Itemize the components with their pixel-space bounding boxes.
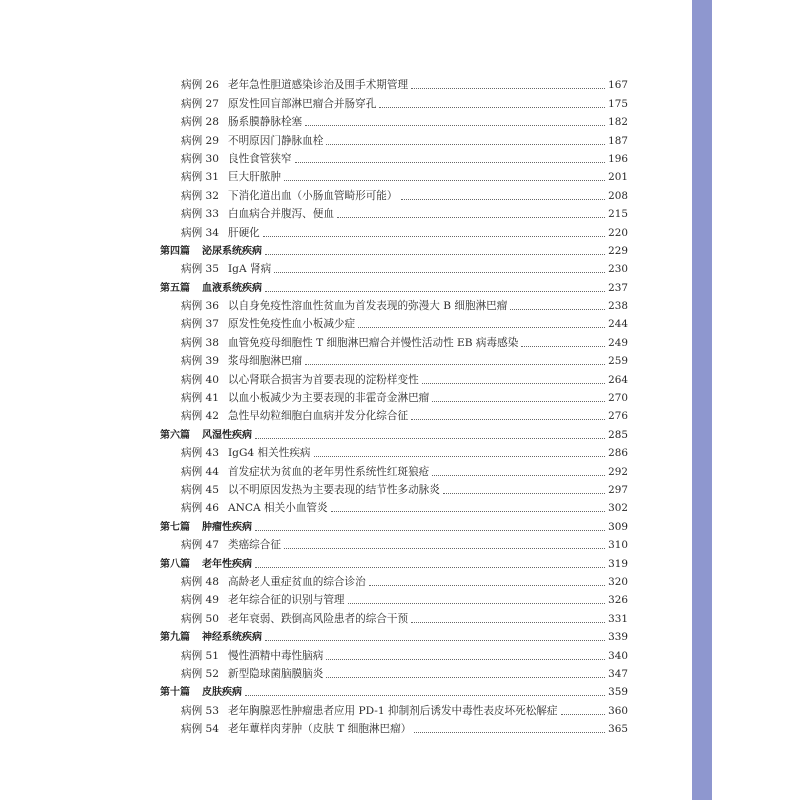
toc-page-number: 326 (608, 594, 628, 607)
toc-entry-title: 原发性免疫性血小板减少症 (228, 318, 356, 331)
toc-entry-number: 第四篇 (160, 245, 190, 257)
toc-entry-number: 病例 40 (181, 373, 220, 386)
toc-case-entry[interactable] (160, 129, 628, 147)
toc-case-entry[interactable] (160, 148, 628, 166)
toc-entry-number: 病例 54 (181, 723, 220, 736)
toc-entry-number: 病例 50 (181, 612, 220, 625)
toc-part-heading[interactable] (160, 276, 628, 294)
dot-leader (255, 530, 605, 531)
toc-entry-title: 老年蕈样肉芽肿（皮肤 T 细胞淋巴瘤） (228, 723, 412, 736)
toc-entry-number: 病例 31 (181, 171, 220, 184)
dot-leader (337, 217, 605, 218)
toc-case-entry[interactable] (160, 589, 628, 607)
toc-entry-number: 病例 27 (181, 97, 220, 110)
toc-page-number: 310 (608, 539, 628, 552)
toc-entry-title: 血管免疫母细胞性 T 细胞淋巴瘤合并慢性活动性 EB 病毒感染 (228, 336, 519, 349)
toc-page-number: 297 (608, 483, 628, 496)
dot-leader (401, 199, 606, 200)
toc-entry-title: 不明原因门静脉血栓 (228, 134, 324, 147)
toc-part-heading[interactable] (160, 515, 628, 533)
toc-entry-number: 第十篇 (160, 687, 190, 699)
dot-leader (326, 677, 605, 678)
toc-entry-title: 原发性回盲部淋巴瘤合并肠穿孔 (228, 97, 377, 110)
toc-case-entry[interactable] (160, 387, 628, 405)
toc-case-entry[interactable] (160, 221, 628, 239)
toc-entry-number: 病例 36 (181, 300, 220, 313)
toc-case-entry[interactable] (160, 313, 628, 331)
toc-entry-title: IgA 肾病 (228, 263, 272, 276)
toc-part-heading[interactable] (160, 240, 628, 258)
toc-page-number: 319 (608, 557, 628, 570)
dot-leader (358, 327, 605, 328)
toc-entry-title: 以心肾联合损害为首要表现的淀粉样变性 (228, 373, 419, 386)
toc-case-entry[interactable] (160, 203, 628, 221)
toc-case-entry[interactable] (160, 460, 628, 478)
toc-page-number: 365 (608, 723, 628, 736)
toc-entry-number: 病例 52 (181, 667, 220, 680)
toc-case-entry[interactable] (160, 350, 628, 368)
toc-page-number: 340 (608, 649, 628, 662)
toc-case-entry[interactable] (160, 258, 628, 276)
toc-page-number: 244 (608, 318, 628, 331)
toc-page-number: 237 (608, 281, 628, 294)
dot-leader (411, 419, 605, 420)
toc-part-heading[interactable] (160, 423, 628, 441)
toc-entry-title: 老年综合征的识别与管理 (228, 594, 345, 607)
toc-entry-number: 病例 46 (181, 502, 220, 515)
toc-case-entry[interactable] (160, 442, 628, 460)
toc-page-number: 276 (608, 410, 628, 423)
dot-leader (255, 567, 605, 568)
toc-entry-number: 病例 37 (181, 318, 220, 331)
toc-entry-title: 以血小板减少为主要表现的非霍奇金淋巴瘤 (228, 392, 430, 405)
toc-page-number: 187 (608, 134, 628, 147)
dot-leader (274, 272, 605, 273)
toc-case-entry[interactable] (160, 295, 628, 313)
dot-leader (263, 236, 605, 237)
toc-entry-number: 病例 34 (181, 226, 220, 239)
toc-entry-title: 下消化道出血（小肠血管畸形可能） (228, 189, 398, 202)
toc-case-entry[interactable] (160, 74, 628, 92)
toc-entry-title: IgG4 相关性疾病 (228, 447, 311, 460)
toc-part-heading[interactable] (160, 552, 628, 570)
dot-leader (295, 162, 606, 163)
toc-entry-number: 病例 49 (181, 594, 220, 607)
toc-entry-number: 病例 28 (181, 116, 220, 129)
dot-leader (265, 291, 605, 292)
toc-page-number: 220 (608, 226, 628, 239)
toc-entry-number: 病例 33 (181, 208, 220, 221)
toc-entry-title: 以不明原因发热为主要表现的结节性多动脉炎 (228, 483, 440, 496)
toc-page-number: 359 (608, 686, 628, 699)
toc-entry-title: 肿瘤性疾病 (202, 521, 252, 533)
toc-entry-number: 病例 53 (181, 704, 220, 717)
toc-case-entry[interactable] (160, 92, 628, 110)
toc-page-number: 360 (608, 704, 628, 717)
toc-entry-title: 老年衰弱、跌倒高风险患者的综合干预 (228, 612, 409, 625)
toc-page-number: 201 (608, 171, 628, 184)
toc-entry-title: 慢性酒精中毒性脑病 (228, 649, 324, 662)
toc-entry-number: 第九篇 (160, 632, 190, 644)
toc-entry-title: 白血病合并腹泻、便血 (228, 208, 334, 221)
toc-entry-title: 首发症状为贫血的老年男性系统性红斑狼疮 (228, 465, 430, 478)
toc-entry-title: 高龄老人重症贫血的综合诊治 (228, 575, 366, 588)
toc-entry-number: 第六篇 (160, 429, 190, 441)
toc-entry-title: 泌尿系统疾病 (202, 245, 262, 257)
toc-entry-number: 病例 29 (181, 134, 220, 147)
toc-entry-title: 肠系膜静脉栓塞 (228, 116, 303, 129)
toc-page-number: 270 (608, 392, 628, 405)
toc-case-entry[interactable] (160, 184, 628, 202)
right-edge-bar (692, 0, 800, 800)
toc-entry-title: 风湿性疾病 (202, 429, 252, 441)
toc-entry-title: 老年急性胆道感染诊治及围手术期管理 (228, 79, 409, 92)
dot-leader (255, 438, 605, 439)
toc-entry-title: 新型隐球菌脑膜脑炎 (228, 667, 324, 680)
toc-entry-number: 病例 42 (181, 410, 220, 423)
toc-case-entry[interactable] (160, 718, 628, 736)
toc-entry-number: 病例 35 (181, 263, 220, 276)
dot-leader (314, 456, 606, 457)
toc-entry-title: 血液系统疾病 (202, 282, 262, 294)
table-of-contents (160, 74, 628, 736)
dot-leader (369, 585, 605, 586)
toc-page-number: 285 (608, 428, 628, 441)
toc-case-entry[interactable] (160, 663, 628, 681)
toc-page-number: 264 (608, 373, 628, 386)
dot-leader (305, 364, 605, 365)
toc-entry-title: 浆母细胞淋巴瘤 (228, 355, 303, 368)
toc-entry-title: 以自身免疫性溶血性贫血为首发表现的弥漫大 B 细胞淋巴瘤 (228, 300, 508, 313)
toc-entry-title: 神经系统疾病 (202, 632, 262, 644)
toc-entry-number: 病例 43 (181, 447, 220, 460)
toc-entry-title: 肝硬化 (228, 226, 260, 239)
dot-leader (326, 144, 605, 145)
toc-page-number: 286 (608, 447, 628, 460)
toc-page-number: 339 (608, 631, 628, 644)
toc-page-number: 347 (608, 667, 628, 680)
toc-entry-number: 第五篇 (160, 282, 190, 294)
toc-page-number: 196 (608, 152, 628, 165)
dot-leader (422, 383, 605, 384)
toc-case-entry[interactable] (160, 699, 628, 717)
toc-entry-number: 病例 30 (181, 152, 220, 165)
dot-leader (521, 346, 605, 347)
dot-leader (432, 475, 605, 476)
dot-leader (326, 659, 605, 660)
toc-entry-title: 巨大肝脓肿 (228, 171, 281, 184)
toc-entry-number: 病例 45 (181, 483, 220, 496)
toc-page-number: 182 (608, 116, 628, 129)
toc-entry-title: ANCA 相关小血管炎 (228, 502, 328, 515)
toc-page-number: 230 (608, 263, 628, 276)
toc-page-number: 175 (608, 97, 628, 110)
dot-leader (284, 548, 605, 549)
toc-entry-number: 病例 26 (181, 79, 220, 92)
toc-entry-title: 良性食管狭窄 (228, 152, 292, 165)
toc-entry-number: 病例 51 (181, 649, 220, 662)
toc-case-entry[interactable] (160, 331, 628, 349)
toc-entry-title: 类癌综合征 (228, 539, 281, 552)
dot-leader (348, 603, 606, 604)
toc-page-number: 292 (608, 465, 628, 478)
toc-case-entry[interactable] (160, 534, 628, 552)
dot-leader (331, 511, 606, 512)
toc-page-number: 302 (608, 502, 628, 515)
toc-entry-number: 病例 41 (181, 392, 220, 405)
toc-case-entry[interactable] (160, 644, 628, 662)
dot-leader (561, 714, 606, 715)
toc-case-entry[interactable] (160, 405, 628, 423)
toc-page-number: 309 (608, 520, 628, 533)
toc-entry-number: 病例 44 (181, 465, 220, 478)
dot-leader (414, 732, 605, 733)
toc-page-number: 320 (608, 575, 628, 588)
toc-entry-title: 皮肤疾病 (202, 687, 242, 699)
toc-case-entry[interactable] (160, 607, 628, 625)
toc-page-number: 259 (608, 355, 628, 368)
side-color-band (692, 0, 712, 800)
toc-entry-number: 第八篇 (160, 558, 190, 570)
dot-leader (265, 254, 605, 255)
toc-case-entry[interactable] (160, 111, 628, 129)
toc-page-number: 167 (608, 79, 628, 92)
dot-leader (284, 180, 605, 181)
toc-entry-title: 急性早幼粒细胞白血病并发分化综合征 (228, 410, 409, 423)
toc-entry-number: 病例 39 (181, 355, 220, 368)
dot-leader (411, 622, 605, 623)
toc-case-entry[interactable] (160, 368, 628, 386)
dot-leader (245, 695, 605, 696)
toc-case-entry[interactable] (160, 479, 628, 497)
dot-leader (443, 493, 605, 494)
toc-entry-title: 老年胸腺恶性肿瘤患者应用 PD-1 抑制剂后诱发中毒性表皮坏死松解症 (228, 704, 558, 717)
toc-entry-number: 病例 48 (181, 575, 220, 588)
toc-entry-number: 病例 32 (181, 189, 220, 202)
dot-leader (305, 125, 605, 126)
toc-page-number: 238 (608, 300, 628, 313)
toc-page-number: 331 (608, 612, 628, 625)
toc-entry-title: 老年性疾病 (202, 558, 252, 570)
toc-part-heading[interactable] (160, 626, 628, 644)
toc-case-entry[interactable] (160, 497, 628, 515)
toc-page-number: 208 (608, 189, 628, 202)
dot-leader (432, 401, 605, 402)
toc-page-number: 249 (608, 336, 628, 349)
dot-leader (510, 309, 605, 310)
toc-entry-number: 第七篇 (160, 521, 190, 533)
toc-case-entry[interactable] (160, 166, 628, 184)
dot-leader (265, 640, 605, 641)
toc-case-entry[interactable] (160, 571, 628, 589)
toc-part-heading[interactable] (160, 681, 628, 699)
dot-leader (411, 88, 605, 89)
dot-leader (379, 107, 605, 108)
toc-entry-number: 病例 47 (181, 539, 220, 552)
toc-page-number: 229 (608, 244, 628, 257)
toc-page-number: 215 (608, 208, 628, 221)
toc-entry-number: 病例 38 (181, 336, 220, 349)
